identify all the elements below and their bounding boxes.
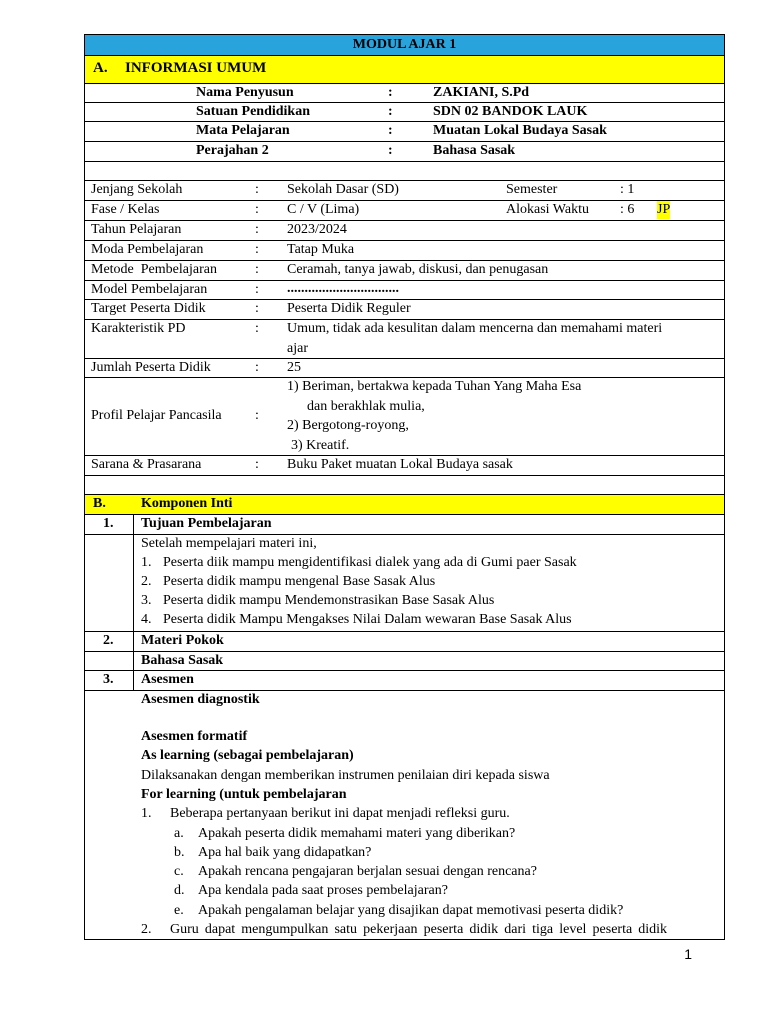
materi-content-row bbox=[84, 651, 725, 670]
profil-line: 2) Bergotong-royong, bbox=[287, 418, 409, 433]
title-row bbox=[84, 34, 725, 55]
section-a-header bbox=[84, 55, 725, 83]
profil-line: 1) Beriman, bertakwa kepada Tuhan Yang Maha Esa bbox=[287, 379, 582, 394]
info-label: Jenjang Sekolah bbox=[91, 182, 183, 197]
info-value: Umum, tidak ada kesulitan dalam mencerna dan memahami materi bbox=[287, 321, 663, 336]
tujuan-heading-row bbox=[84, 514, 725, 534]
tujuan-intro: Setelah mempelajari materi ini, bbox=[141, 536, 317, 551]
tujuan-heading: Tujuan Pembelajaran bbox=[141, 516, 272, 531]
materi-value: Bahasa Sasak bbox=[141, 653, 224, 668]
info-sep: : bbox=[255, 301, 259, 316]
refleksi-sub-letter: a. bbox=[174, 826, 184, 841]
identity-value: SDN 02 BANDOK LAUK bbox=[433, 104, 588, 119]
tujuan-item-text: Peserta diik mampu mengidentifikasi dialek yang ada di Gumi paer Sasak bbox=[163, 555, 577, 570]
identity-sep: : bbox=[388, 123, 393, 138]
info-row-jumlah bbox=[84, 358, 725, 377]
refleksi-sub-letter: b. bbox=[174, 845, 185, 860]
page-number: 1 bbox=[684, 946, 692, 962]
info-sep: : bbox=[255, 242, 259, 257]
info-sep: : bbox=[255, 321, 259, 336]
info-value: 2023/2024 bbox=[287, 222, 347, 237]
info-label: Metode Pembelajaran bbox=[91, 262, 217, 277]
info-sep: : bbox=[255, 457, 259, 472]
info-sep: : bbox=[255, 222, 259, 237]
info-row-target bbox=[84, 299, 725, 319]
refleksi-sub-text: Apakah rencana pengajaran berjalan sesuai dengan rencana? bbox=[198, 864, 537, 879]
alokasi-value: : 6 bbox=[620, 202, 635, 217]
tujuan-item-text: Peserta didik mampu mengenal Base Sasak Alus bbox=[163, 574, 436, 589]
identity-row bbox=[84, 83, 725, 102]
info-value: 25 bbox=[287, 360, 301, 375]
refleksi-sub-text: Apakah peserta didik memahami materi yang diberikan? bbox=[198, 826, 516, 841]
info-label: Model Pembelajaran bbox=[91, 282, 208, 297]
spacer-row bbox=[84, 475, 725, 494]
tujuan-content-row bbox=[84, 534, 725, 631]
info-value-cont: ajar bbox=[287, 341, 308, 356]
info-label: Target Peserta Didik bbox=[91, 301, 206, 316]
info-label: Karakteristik PD bbox=[91, 321, 186, 336]
info-sep: : bbox=[255, 182, 259, 197]
refleksi-sub-text: Apakah pengalaman belajar yang disajikan dapat memotivasi peserta didik? bbox=[198, 903, 624, 918]
info-sep: : bbox=[255, 282, 259, 297]
document-title: MODUL AJAR 1 bbox=[352, 37, 457, 52]
info-label: Profil Pelajar Pancasila bbox=[91, 408, 222, 423]
info-sep: : bbox=[255, 262, 259, 277]
profil-line: dan berakhlak mulia, bbox=[307, 399, 425, 414]
refleksi-number: 1. bbox=[141, 806, 152, 821]
identity-row bbox=[84, 102, 725, 121]
info-value: Peserta Didik Reguler bbox=[287, 301, 411, 316]
identity-label: Nama Penyusun bbox=[196, 85, 294, 100]
asesmen-heading-row bbox=[84, 670, 725, 690]
refleksi-sub-letter: e. bbox=[174, 903, 184, 918]
tujuan-item-number: 3. bbox=[141, 593, 152, 608]
kumpul-text: Guru dapat mengumpulkan satu pekerjaan peserta didik dari tiga level peserta didik bbox=[170, 922, 668, 937]
materi-number: 2. bbox=[103, 633, 114, 648]
tujuan-item-number: 1. bbox=[141, 555, 152, 570]
alokasi-label: Alokasi Waktu bbox=[506, 202, 589, 217]
info-row-metode bbox=[84, 260, 725, 280]
identity-value: ZAKIANI, S.Pd bbox=[433, 85, 530, 100]
info-row-jenjang bbox=[84, 180, 725, 200]
section-a-label: INFORMASI UMUM bbox=[125, 60, 267, 76]
identity-value: Muatan Lokal Budaya Sasak bbox=[433, 123, 607, 138]
identity-sep: : bbox=[388, 143, 393, 158]
info-row-karakteristik bbox=[84, 319, 725, 358]
refleksi-text: Beberapa pertanyaan berikut ini dapat menjadi refleksi guru. bbox=[170, 806, 510, 821]
alokasi-unit: JP bbox=[657, 202, 671, 217]
identity-label: Perajahan 2 bbox=[196, 143, 269, 158]
identity-label: Satuan Pendidikan bbox=[196, 104, 310, 119]
section-b-header bbox=[84, 494, 725, 514]
info-value: Tatap Muka bbox=[287, 242, 355, 257]
info-row-model bbox=[84, 280, 725, 299]
info-sep: : bbox=[255, 408, 259, 423]
asesmen-number: 3. bbox=[103, 672, 114, 687]
info-value: C / V (Lima) bbox=[287, 202, 360, 217]
kumpul-number: 2. bbox=[141, 922, 152, 937]
info-value: ................................ bbox=[287, 281, 399, 296]
as-learning-text: Dilaksanakan dengan memberikan instrumen penilaian diri kepada siswa bbox=[141, 768, 550, 783]
info-row-sarana bbox=[84, 455, 725, 475]
section-b-letter: B. bbox=[93, 496, 106, 511]
tujuan-number: 1. bbox=[103, 516, 114, 531]
section-a-letter: A. bbox=[93, 60, 108, 76]
semester-label: Semester bbox=[506, 182, 558, 197]
materi-heading-row bbox=[84, 631, 725, 651]
identity-value: Bahasa Sasak bbox=[433, 143, 516, 158]
identity-row bbox=[84, 121, 725, 141]
asesmen-formatif: Asesmen formatif bbox=[141, 729, 248, 744]
identity-row bbox=[84, 141, 725, 161]
for-learning-heading: For learning (untuk pembelajaran bbox=[141, 787, 347, 802]
section-b-label: Komponen Inti bbox=[141, 496, 233, 511]
refleksi-sub-letter: c. bbox=[174, 864, 184, 879]
refleksi-sub-letter: d. bbox=[174, 883, 185, 898]
refleksi-sub-text: Apa hal baik yang didapatkan? bbox=[198, 845, 372, 860]
semester-value: : 1 bbox=[620, 182, 635, 197]
info-value: Sekolah Dasar (SD) bbox=[287, 182, 399, 197]
tujuan-item-number: 2. bbox=[141, 574, 152, 589]
info-label: Tahun Pelajaran bbox=[91, 222, 182, 237]
info-value: Buku Paket muatan Lokal Budaya sasak bbox=[287, 457, 513, 472]
tujuan-item-number: 4. bbox=[141, 612, 152, 627]
refleksi-sub-text: Apa kendala pada saat proses pembelajaran? bbox=[198, 883, 448, 898]
info-row-moda bbox=[84, 240, 725, 260]
info-sep: : bbox=[255, 360, 259, 375]
identity-label: Mata Pelajaran bbox=[196, 123, 290, 138]
identity-sep: : bbox=[388, 104, 393, 119]
identity-sep: : bbox=[388, 85, 393, 100]
info-label: Jumlah Peserta Didik bbox=[91, 360, 211, 375]
spacer-row bbox=[84, 161, 725, 180]
info-row-tahun bbox=[84, 220, 725, 240]
info-value: Ceramah, tanya jawab, diskusi, dan penugasan bbox=[287, 262, 549, 277]
materi-heading: Materi Pokok bbox=[141, 633, 224, 648]
info-row-profil bbox=[84, 377, 725, 455]
info-label: Moda Pembelajaran bbox=[91, 242, 204, 257]
tujuan-item-text: Peserta didik Mampu Mengakses Nilai Dalam wewaran Base Sasak Alus bbox=[163, 612, 572, 627]
as-learning-heading: As learning (sebagai pembelajaran) bbox=[141, 748, 354, 763]
info-sep: : bbox=[255, 202, 259, 217]
info-row-fase bbox=[84, 200, 725, 220]
asesmen-diagnostik: Asesmen diagnostik bbox=[141, 692, 260, 707]
asesmen-heading: Asesmen bbox=[141, 672, 194, 687]
tujuan-item-text: Peserta didik mampu Mendemonstrasikan Base Sasak Alus bbox=[163, 593, 495, 608]
profil-line: 3) Kreatif. bbox=[291, 438, 350, 453]
info-label: Fase / Kelas bbox=[91, 202, 160, 217]
asesmen-content-row bbox=[84, 690, 725, 940]
info-label: Sarana & Prasarana bbox=[91, 457, 202, 472]
